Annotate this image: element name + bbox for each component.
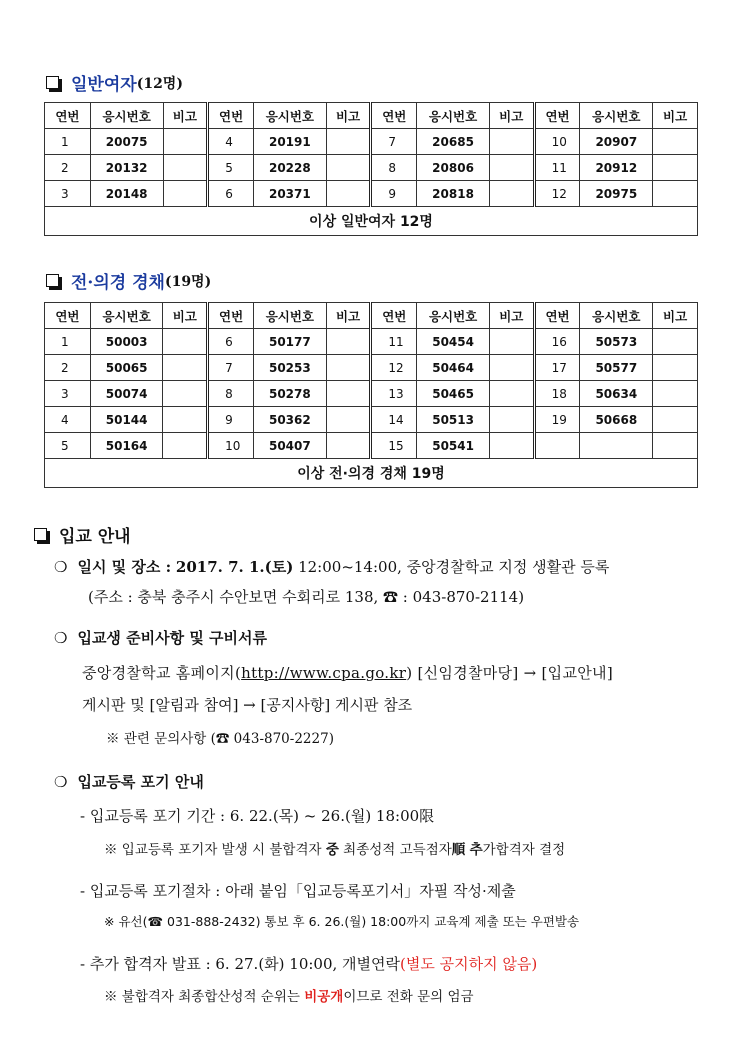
- table-header-row: [45, 103, 698, 129]
- exam-number-cell: 50065: [90, 355, 163, 381]
- column-header: 응시번호: [90, 303, 163, 329]
- remarks-cell: [489, 433, 534, 459]
- serial-number-cell: 3: [45, 181, 91, 207]
- section-count: (19명): [164, 273, 212, 290]
- column-header: 응시번호: [417, 303, 490, 329]
- serial-number-cell: 12: [371, 355, 417, 381]
- column-header: 연번: [45, 303, 91, 329]
- column-header: 응시번호: [417, 103, 490, 129]
- column-header: 연번: [371, 303, 417, 329]
- exam-number-cell: 50407: [254, 433, 327, 459]
- section-title-text: 전·의경 경채: [71, 273, 165, 293]
- summary-row: [45, 207, 698, 236]
- column-header: 응시번호: [254, 103, 327, 129]
- checkbox-icon: [46, 76, 59, 89]
- datetime-date: 2017. 7. 1.(토): [175, 558, 294, 576]
- remarks-cell: [653, 355, 698, 381]
- guide-title: [34, 522, 131, 547]
- announce-red-text: (별도 공지하지 않음): [400, 955, 538, 973]
- exam-number-cell: 20075: [90, 129, 163, 155]
- column-header: 비고: [653, 103, 698, 129]
- section-title-general-female: [46, 70, 183, 95]
- serial-number-cell: 7: [208, 355, 254, 381]
- exam-number-cell: 20148: [90, 181, 163, 207]
- remarks-cell: [489, 381, 534, 407]
- giveup-period: - 입교등록 포기 기간 : 6. 22.(목) ~ 26.(월) 18:00限: [80, 807, 435, 825]
- summary-row: [45, 459, 698, 488]
- remarks-cell: [489, 181, 534, 207]
- address-line: (주소 : 충북 충주시 수안보면 수회리로 138, ☎ : 043-870-2114): [88, 588, 525, 606]
- serial-number-cell: 13: [371, 381, 417, 407]
- exam-number-cell: 50465: [417, 381, 490, 407]
- exam-number-cell: 50573: [580, 329, 653, 355]
- roster-table-general-female: [44, 102, 698, 236]
- roster-table-conscript-police: [44, 302, 698, 488]
- table-row: [45, 155, 698, 181]
- note-part: ※ 불합격자 최종합산성적 순위는: [104, 989, 305, 1005]
- remarks-cell: [653, 433, 698, 459]
- serial-number-cell: 2: [45, 355, 91, 381]
- exam-number-cell: 50454: [417, 329, 490, 355]
- serial-number-cell: 11: [371, 329, 417, 355]
- section-title-text: 일반여자: [71, 75, 137, 95]
- exam-number-cell: 20132: [90, 155, 163, 181]
- serial-number-cell: 18: [534, 381, 580, 407]
- serial-number-cell: 12: [534, 181, 580, 207]
- remarks-cell: [326, 129, 371, 155]
- prep-note: ※ 관련 문의사항 (☎ 043-870-2227): [106, 731, 334, 747]
- serial-number-cell: 17: [534, 355, 580, 381]
- remarks-cell: [653, 381, 698, 407]
- table-row: [45, 407, 698, 433]
- giveup-procedure-note: ※ 유선(☎ 031-888-2432) 통보 후 6. 26.(월) 18:00까지 교육계 제출 또는 우편발송: [104, 914, 580, 929]
- summary-cell: 이상 전·의경 경채 19명: [45, 459, 698, 488]
- column-header: 비고: [163, 303, 208, 329]
- remarks-cell: [163, 181, 208, 207]
- serial-number-cell: 9: [208, 407, 254, 433]
- exam-number-cell: 50164: [90, 433, 163, 459]
- giveup-procedure: - 입교등록 포기절차 : 아래 붙임「입교등록포기서」자필 작성·제출: [80, 882, 516, 900]
- serial-number-cell: 8: [371, 155, 417, 181]
- exam-number-cell: 50362: [254, 407, 327, 433]
- column-header: 연번: [208, 303, 254, 329]
- column-header: 응시번호: [580, 303, 653, 329]
- checkbox-icon: [46, 274, 59, 287]
- column-header: 비고: [653, 303, 698, 329]
- exam-number-cell: 20191: [254, 129, 327, 155]
- exam-number-cell: 50541: [417, 433, 490, 459]
- remarks-cell: [653, 407, 698, 433]
- table-row: [45, 181, 698, 207]
- announce-text: - 추가 합격자 발표 : 6. 27.(화) 10:00, 개별연락: [80, 955, 401, 973]
- column-header: 비고: [489, 103, 534, 129]
- remarks-cell: [653, 129, 698, 155]
- exam-number-cell: 50278: [254, 381, 327, 407]
- note-part: 가합격자 결정: [482, 842, 566, 858]
- prep-line1-post: ) [신임경찰마당] → [입교안내]: [406, 664, 613, 682]
- section-title-conscript-police: [46, 268, 211, 293]
- remarks-cell: [489, 355, 534, 381]
- column-header: 연번: [534, 103, 580, 129]
- remarks-cell: [326, 181, 371, 207]
- exam-number-cell: 20818: [417, 181, 490, 207]
- remarks-cell: [326, 381, 371, 407]
- serial-number-cell: 16: [534, 329, 580, 355]
- serial-number-cell: 4: [45, 407, 91, 433]
- exam-number-cell: 20685: [417, 129, 490, 155]
- serial-number-cell: 1: [45, 329, 91, 355]
- exam-number-cell: 20806: [417, 155, 490, 181]
- exam-number-cell: 50634: [580, 381, 653, 407]
- remarks-cell: [489, 407, 534, 433]
- bullet-circle: ❍: [54, 629, 68, 647]
- remarks-cell: [163, 355, 208, 381]
- serial-number-cell: 9: [371, 181, 417, 207]
- remarks-cell: [326, 155, 371, 181]
- column-header: 비고: [326, 303, 371, 329]
- note-bold: 추: [469, 842, 483, 858]
- remarks-cell: [326, 329, 371, 355]
- serial-number-cell: 11: [534, 155, 580, 181]
- column-header: 비고: [326, 103, 371, 129]
- column-header: 연번: [45, 103, 91, 129]
- exam-number-cell: 20228: [254, 155, 327, 181]
- bullet-circle: ❍: [54, 558, 68, 576]
- table-row: [45, 329, 698, 355]
- serial-number-cell: [534, 433, 580, 459]
- remarks-cell: [653, 181, 698, 207]
- prep-line1-pre: 중앙경찰학교 홈페이지(: [82, 664, 242, 682]
- remarks-cell: [326, 407, 371, 433]
- remarks-cell: [326, 355, 371, 381]
- exam-number-cell: 50464: [417, 355, 490, 381]
- datetime-label: 일시 및 장소 :: [77, 558, 172, 576]
- note-part: 이므로 전화 문의 엄금: [343, 989, 474, 1005]
- column-header: 응시번호: [254, 303, 327, 329]
- table-row: [45, 355, 698, 381]
- exam-number-cell: 50668: [580, 407, 653, 433]
- exam-number-cell: 50074: [90, 381, 163, 407]
- column-header: 비고: [163, 103, 208, 129]
- remarks-cell: [163, 129, 208, 155]
- guide-title-text: 입교 안내: [59, 527, 131, 547]
- remarks-cell: [653, 155, 698, 181]
- giveup-label: 입교등록 포기 안내: [77, 773, 204, 791]
- table-row: [45, 433, 698, 459]
- exam-number-cell: 50577: [580, 355, 653, 381]
- datetime-rest: 12:00~14:00, 중앙경찰학교 지정 생활관 등록: [298, 558, 610, 576]
- column-header: 연번: [534, 303, 580, 329]
- column-header: 연번: [208, 103, 254, 129]
- summary-cell: 이상 일반여자 12명: [45, 207, 698, 236]
- remarks-cell: [163, 433, 208, 459]
- giveup-period-note: [104, 838, 565, 858]
- serial-number-cell: 6: [208, 329, 254, 355]
- remarks-cell: [489, 329, 534, 355]
- exam-number-cell: 50003: [90, 329, 163, 355]
- bullet-circle: ❍: [54, 773, 68, 791]
- serial-number-cell: 10: [534, 129, 580, 155]
- note-part: 최종성적 고득점자: [338, 842, 452, 858]
- remarks-cell: [489, 155, 534, 181]
- exam-number-cell: 50253: [254, 355, 327, 381]
- exam-number-cell: 20907: [580, 129, 653, 155]
- homepage-link[interactable]: http://www.cpa.go.kr: [241, 664, 407, 682]
- serial-number-cell: 10: [208, 433, 254, 459]
- serial-number-cell: 15: [371, 433, 417, 459]
- prep-label: 입교생 준비사항 및 구비서류: [77, 629, 268, 647]
- remarks-cell: [653, 329, 698, 355]
- serial-number-cell: 6: [208, 181, 254, 207]
- serial-number-cell: 7: [371, 129, 417, 155]
- note-bold: 順: [451, 842, 466, 858]
- exam-number-cell: 20975: [580, 181, 653, 207]
- serial-number-cell: 8: [208, 381, 254, 407]
- datetime-line: [54, 556, 609, 577]
- section-count: (12명): [136, 75, 183, 92]
- announce-line: [80, 953, 537, 974]
- prep-line-2: 게시판 및 [알림과 참여] → [공지사항] 게시판 참조: [82, 696, 413, 714]
- table-header-row: [45, 303, 698, 329]
- remarks-cell: [163, 407, 208, 433]
- table-row: [45, 129, 698, 155]
- serial-number-cell: 4: [208, 129, 254, 155]
- exam-number-cell: 50144: [90, 407, 163, 433]
- column-header: 연번: [371, 103, 417, 129]
- remarks-cell: [326, 433, 371, 459]
- serial-number-cell: 14: [371, 407, 417, 433]
- remarks-cell: [163, 329, 208, 355]
- remarks-cell: [163, 155, 208, 181]
- exam-number-cell: [580, 433, 653, 459]
- note-part: ※ 입교등록 포기자 발생 시 불합격자: [104, 842, 326, 858]
- serial-number-cell: 5: [208, 155, 254, 181]
- prep-heading: [54, 627, 267, 648]
- column-header: 응시번호: [90, 103, 163, 129]
- remarks-cell: [489, 129, 534, 155]
- column-header: 비고: [489, 303, 534, 329]
- note-bold: 중: [325, 842, 339, 858]
- exam-number-cell: 50513: [417, 407, 490, 433]
- serial-number-cell: 19: [534, 407, 580, 433]
- note-red: 비공개: [304, 989, 344, 1005]
- table-row: [45, 381, 698, 407]
- serial-number-cell: 1: [45, 129, 91, 155]
- exam-number-cell: 20371: [254, 181, 327, 207]
- exam-number-cell: 20912: [580, 155, 653, 181]
- exam-number-cell: 50177: [254, 329, 327, 355]
- announce-note: [104, 985, 474, 1005]
- remarks-cell: [163, 381, 208, 407]
- giveup-heading: [54, 771, 204, 792]
- serial-number-cell: 2: [45, 155, 91, 181]
- serial-number-cell: 3: [45, 381, 91, 407]
- checkbox-icon: [34, 528, 47, 541]
- prep-line-1: [82, 662, 613, 683]
- column-header: 응시번호: [580, 103, 653, 129]
- serial-number-cell: 5: [45, 433, 91, 459]
